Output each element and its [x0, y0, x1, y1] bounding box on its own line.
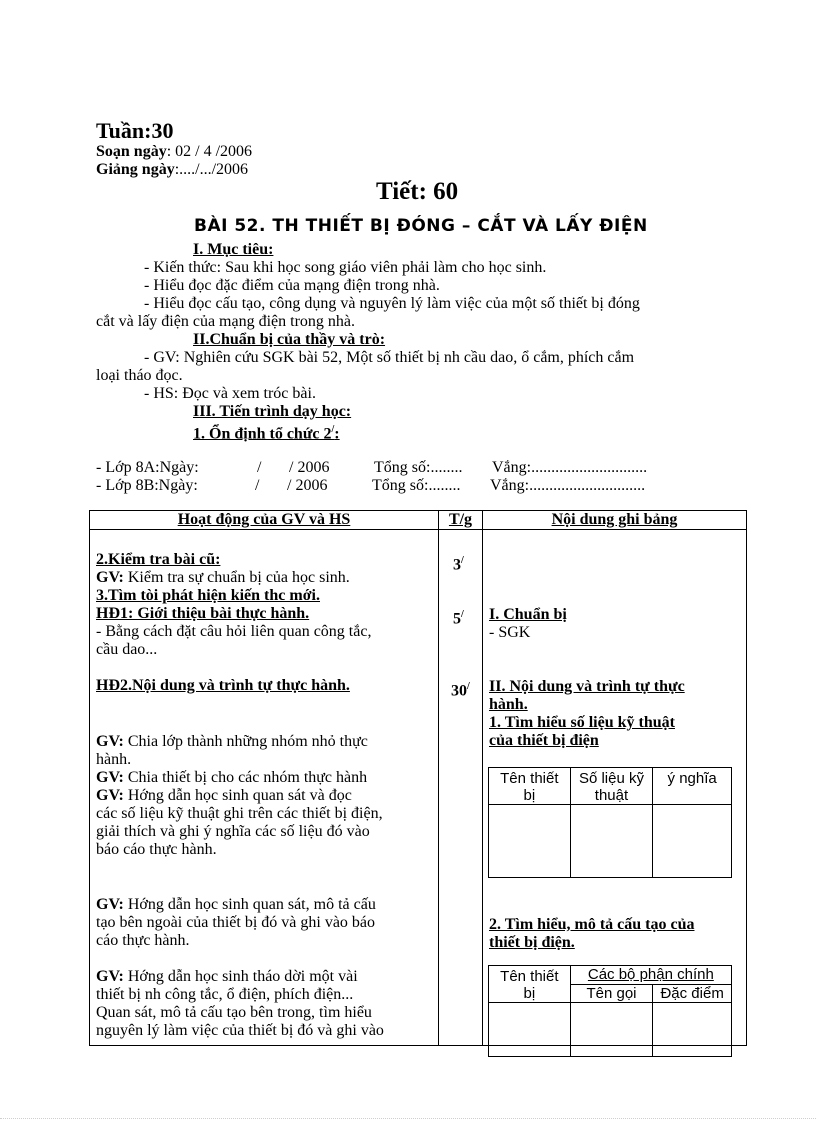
section2-heading: 2. Tìm hiểu, mô tả cấu tạo của [489, 916, 695, 933]
gv-paragraph [96, 896, 376, 914]
specs-header-device: Tên thiết bị [489, 768, 571, 805]
gv-text-line: hành. [96, 751, 132, 768]
specs-header-specs: Số liệu kỹ thuật [570, 768, 653, 805]
hd1-line: - Bằng cách đặt câu hỏi liên quan công tắc, [96, 623, 372, 640]
structure-cell [489, 1003, 571, 1057]
table-header-row [90, 511, 747, 530]
gv-label: GV: [96, 896, 124, 913]
class-name: - Lớp 8B:Ngày: [96, 477, 198, 494]
gv-text: Chia thiết bị cho các nhóm thực hành [123, 769, 368, 786]
gv-label: GV: [96, 787, 124, 804]
class-absent: Vắng:............................. [490, 477, 646, 494]
process-heading: III. Tiến trình dạy học: [193, 403, 352, 420]
gv-text-line: báo cáo thực hành. [96, 841, 217, 858]
table-body-row [90, 530, 747, 1046]
process-subheading [193, 421, 340, 443]
prep-item: - SGK [489, 624, 531, 641]
class-slash: / [255, 477, 260, 494]
prepare-label: Soạn ngày [96, 143, 167, 160]
structure-header-feature: Đặc điểm [653, 984, 732, 1003]
check-text-body: Kiểm tra sự chuẩn bị của học sinh. [123, 569, 350, 586]
structure-cell [570, 1003, 653, 1057]
gv-paragraph [96, 733, 368, 751]
objective-continuation: cắt và lấy điện của mạng điện trong nhà. [96, 313, 356, 330]
time-cell [439, 530, 483, 1046]
content-heading: hành. [489, 696, 528, 713]
lesson-title: BÀI 52. TH THIẾT BỊ ĐÓNG – CẮT VÀ LẤY ĐIỆN [194, 216, 648, 236]
gv-text-line: tạo bên ngoài của thiết bị đó và ghi vào báo [96, 914, 376, 931]
specs-header-meaning: ý nghĩa [653, 768, 732, 805]
gv-text: Hớng dẫn học sinh tháo dời một vài [123, 968, 358, 985]
process-sub-text: 1. Ổn định tổ chức 2 [193, 425, 332, 443]
class-name: - Lớp 8A:Ngày: [96, 459, 199, 476]
teach-label: Giảng ngày [96, 161, 175, 178]
page-bottom-divider [0, 1118, 816, 1119]
prepare-value: : 02 / 4 /2006 [166, 143, 253, 160]
class-year: / 2006 [287, 477, 328, 494]
gv-text-line: thiết bị nh công tắc, ổ điện, phích điện... [96, 986, 354, 1003]
gv-paragraph [96, 968, 358, 986]
new-heading: 3.Tìm tòi phát hiện kiến thc mới. [96, 587, 320, 604]
class-total: Tổng số:........ [372, 477, 461, 494]
class-absent: Vắng:............................. [492, 459, 648, 476]
preparation-gv-cont: loại tháo đọc. [96, 367, 183, 384]
specs-cell [489, 805, 571, 878]
section1-heading: của thiết bị điện [489, 732, 599, 749]
header-time: T/g [439, 511, 483, 530]
teach-value: :..../.../2006 [174, 161, 249, 178]
hd1-heading: HĐ1: Giới thiệu bài thực hành. [96, 605, 310, 622]
gv-text-line: các số liệu kỹ thuật ghi trên các thiết bị điện, [96, 805, 383, 822]
gv-text: Chia lớp thành những nhóm nhỏ thực [123, 733, 368, 750]
gv-text-line: giải thích và ghi ý nghĩa các số liệu đó vào [96, 823, 370, 840]
structure-header-parts: Các bộ phận chính [570, 966, 731, 985]
gv-paragraph [96, 787, 352, 805]
gv-text: Hớng dẫn học sinh quan sát, mô tả cấu [123, 896, 376, 913]
gv-label: GV: [96, 769, 124, 786]
lesson-table [89, 510, 747, 1046]
gv-text-line: Quan sát, mô tả cấu tạo bên trong, tìm hiểu [96, 1004, 372, 1021]
specs-cell [653, 805, 732, 878]
header-activities: Hoạt động của GV và HS [90, 511, 439, 530]
section2-heading: thiết bị điện. [489, 934, 575, 951]
class-row [96, 477, 696, 495]
time-value: 30/ [451, 681, 470, 700]
gv-label: GV: [96, 968, 124, 985]
gv-label: GV: [96, 733, 124, 750]
prepare-date [96, 143, 252, 161]
objective-line: - Hiểu đọc đặc điểm của mạng điện trong nhà. [144, 277, 440, 294]
prep-heading: I. Chuẩn bị [489, 606, 567, 623]
structure-cell [653, 1003, 732, 1057]
specs-table [488, 767, 732, 878]
gv-text-line: cáo thực hành. [96, 932, 190, 949]
class-year: / 2006 [289, 459, 330, 476]
check-heading: 2.Kiểm tra bài cũ: [96, 551, 221, 568]
preparation-gv: - GV: Nghiên cứu SGK bài 52, Một số thiết bị nh cầu dao, ổ cắm, phích cắm [144, 349, 635, 366]
preparation-hs: - HS: Đọc và xem tróc bài. [144, 385, 316, 402]
time-value: 5/ [453, 609, 464, 628]
period-title: Tiết: 60 [376, 178, 459, 205]
preparation-heading: II.Chuẩn bị của thầy và trò: [193, 331, 386, 348]
week-label: Tuần:30 [96, 118, 174, 143]
objective-line: - Kiến thức: Sau khi học song giáo viên phải làm cho học sinh. [144, 259, 547, 276]
section1-heading: 1. Tìm hiểu số liệu kỹ thuật [489, 714, 675, 731]
gv-text-line: nguyên lý làm việc của thiết bị đó và ghi vào [96, 1022, 384, 1039]
specs-cell [570, 805, 653, 878]
structure-header-device: Tên thiết bị [489, 966, 571, 1003]
gv-label: GV: [96, 569, 124, 586]
gv-text: Hớng dẫn học sinh quan sát và đọc [123, 787, 352, 804]
class-slash: / [257, 459, 262, 476]
content-cell [483, 530, 747, 1046]
objectives-heading: I. Mục tiêu: [193, 241, 274, 258]
objective-line: - Hiểu đọc cấu tạo, công dụng và nguyên lý làm việc của một số thiết bị đóng [144, 295, 640, 312]
check-text [96, 569, 350, 587]
hd1-line: cầu dao... [96, 641, 158, 658]
time-value: 3/ [453, 555, 464, 574]
structure-header-name: Tên gọi [570, 984, 653, 1003]
gv-paragraph [96, 769, 367, 787]
content-heading: II. Nội dung và trình tự thực [489, 678, 685, 695]
header-content: Nội dung ghi bảng [483, 511, 747, 530]
process-sub-tail: : [334, 425, 340, 443]
teach-date [96, 161, 248, 179]
hd2-heading: HĐ2.Nội dung và trình tự thực hành. [96, 677, 350, 694]
structure-table [488, 965, 732, 1057]
process-sub-sup: / [331, 424, 335, 435]
activities-cell [90, 530, 439, 1046]
class-row [96, 459, 696, 477]
class-total: Tổng số:........ [374, 459, 463, 476]
